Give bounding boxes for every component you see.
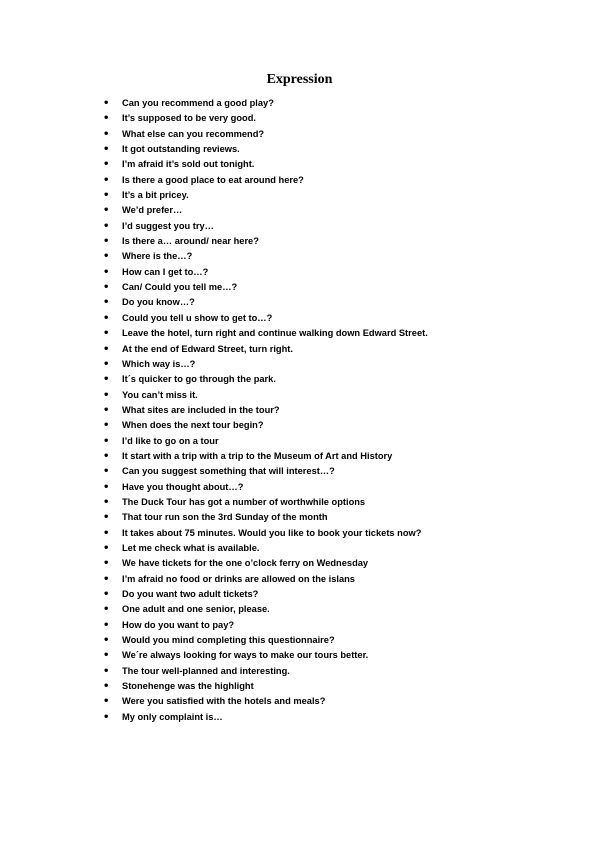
bullet-icon: • bbox=[103, 665, 110, 677]
bullet-icon: • bbox=[103, 266, 110, 278]
bullet-icon: • bbox=[103, 113, 110, 125]
bullet-icon: • bbox=[103, 466, 110, 478]
bullet-icon: • bbox=[103, 128, 110, 140]
expression-text: It´s quicker to go through the park. bbox=[122, 374, 276, 385]
expression-text: The Duck Tour has got a number of worthwhile options bbox=[122, 496, 366, 507]
bullet-icon: • bbox=[103, 159, 110, 171]
bullet-icon: • bbox=[103, 220, 110, 232]
bullet-icon: • bbox=[103, 251, 110, 263]
bullet-icon: • bbox=[103, 312, 110, 324]
bullet-icon: • bbox=[103, 481, 110, 493]
expression-text: At the end of Edward Street, turn right. bbox=[122, 343, 293, 354]
bullet-icon: • bbox=[103, 404, 110, 416]
expression-text: How do you want to pay? bbox=[122, 619, 235, 630]
expression-text: Leave the hotel, turn right and continue walking down Edward Street. bbox=[122, 328, 428, 339]
bullet-icon: • bbox=[103, 589, 110, 600]
bullet-icon: • bbox=[103, 696, 110, 708]
expression-text: That tour run son the 3rd Sunday of the month bbox=[122, 512, 328, 523]
bullet-icon: • bbox=[103, 328, 110, 340]
expression-text: It start with a trip with a trip to the Museum of Art and History bbox=[122, 450, 393, 461]
expression-text: One adult and one senior, please. bbox=[122, 604, 270, 615]
bullet-icon: • bbox=[103, 297, 110, 309]
bullet-icon: • bbox=[103, 435, 110, 447]
bullet-icon: • bbox=[103, 98, 110, 109]
expression-text: How can I get to…? bbox=[122, 266, 209, 277]
bullet-icon: • bbox=[103, 619, 110, 631]
expression-text: Would you mind completing this questionnaire? bbox=[122, 635, 335, 646]
expression-text: Do you want two adult tickets? bbox=[122, 589, 259, 599]
expression-text: Which way is…? bbox=[122, 358, 196, 369]
bullet-icon: • bbox=[103, 144, 110, 156]
bullet-icon: • bbox=[103, 681, 110, 693]
expression-text: Is there a… around/ near here? bbox=[122, 236, 259, 247]
expression-text: You can’t miss it. bbox=[122, 389, 198, 400]
bullet-icon: • bbox=[103, 358, 110, 370]
bullet-icon: • bbox=[103, 650, 110, 662]
bullet-icon: • bbox=[103, 512, 110, 524]
bullet-icon: • bbox=[103, 205, 110, 217]
expression-text: We’d prefer… bbox=[122, 205, 183, 216]
bullet-icon: • bbox=[103, 450, 110, 462]
bullet-icon: • bbox=[103, 542, 110, 554]
expression-text: Can/ Could you tell me…? bbox=[122, 282, 238, 293]
bullet-icon: • bbox=[103, 343, 110, 355]
expression-text: Have you thought about…? bbox=[122, 481, 244, 492]
bullet-icon: • bbox=[103, 374, 110, 386]
expression-text: We have tickets for the one o’clock ferry on Wednesday bbox=[122, 558, 369, 569]
expression-text: Do you know…? bbox=[122, 297, 195, 308]
bullet-icon: • bbox=[103, 711, 110, 723]
bullet-icon: • bbox=[103, 282, 110, 294]
bullet-icon: • bbox=[103, 174, 110, 186]
expression-text: My only complaint is… bbox=[122, 711, 223, 722]
expression-text: What else can you recommend? bbox=[122, 128, 265, 139]
expression-text: It’s supposed to be very good. bbox=[122, 113, 256, 124]
document-title: Expression bbox=[266, 72, 333, 87]
expression-text: Stonehenge was the highlight bbox=[122, 681, 254, 692]
bullet-icon: • bbox=[103, 420, 110, 432]
bullet-icon: • bbox=[103, 635, 110, 647]
expression-text: We´re always looking for ways to make our tours better. bbox=[122, 650, 369, 661]
bullet-icon: • bbox=[103, 496, 110, 508]
expression-text: Let me check what is available. bbox=[122, 542, 260, 553]
expression-text: It’s a bit pricey. bbox=[122, 190, 189, 201]
expression-text: Where is the…? bbox=[122, 251, 193, 262]
bullet-icon: • bbox=[103, 573, 110, 585]
expression-text: I’d suggest you try… bbox=[122, 220, 214, 231]
bullet-icon: • bbox=[103, 389, 110, 401]
bullet-icon: • bbox=[103, 558, 110, 570]
expression-text: I’m afraid no food or drinks are allowed on the islans bbox=[122, 573, 355, 584]
expression-text: I’d like to go on a tour bbox=[122, 435, 219, 446]
expression-text: The tour well-planned and interesting. bbox=[122, 665, 290, 676]
expression-text: What sites are included in the tour? bbox=[122, 404, 280, 415]
expression-text: Can you recommend a good play? bbox=[122, 98, 274, 108]
expression-text: Is there a good place to eat around here? bbox=[122, 174, 304, 185]
expression-text: Could you tell u show to get to…? bbox=[122, 312, 273, 323]
bullet-icon: • bbox=[103, 236, 110, 248]
expression-text: It got outstanding reviews. bbox=[122, 144, 240, 155]
bullet-icon: • bbox=[103, 604, 110, 616]
expression-text: It takes about 75 minutes. Would you like to book your tickets now? bbox=[122, 527, 422, 538]
bullet-icon: • bbox=[103, 190, 110, 202]
expression-text: Can you suggest something that will interest…? bbox=[122, 466, 335, 477]
expression-text: I’m afraid it’s sold out tonight. bbox=[122, 159, 255, 170]
expression-text: Were you satisfied with the hotels and meals? bbox=[122, 696, 326, 707]
expression-text: When does the next tour begin? bbox=[122, 420, 264, 431]
bullet-icon: • bbox=[103, 527, 110, 539]
